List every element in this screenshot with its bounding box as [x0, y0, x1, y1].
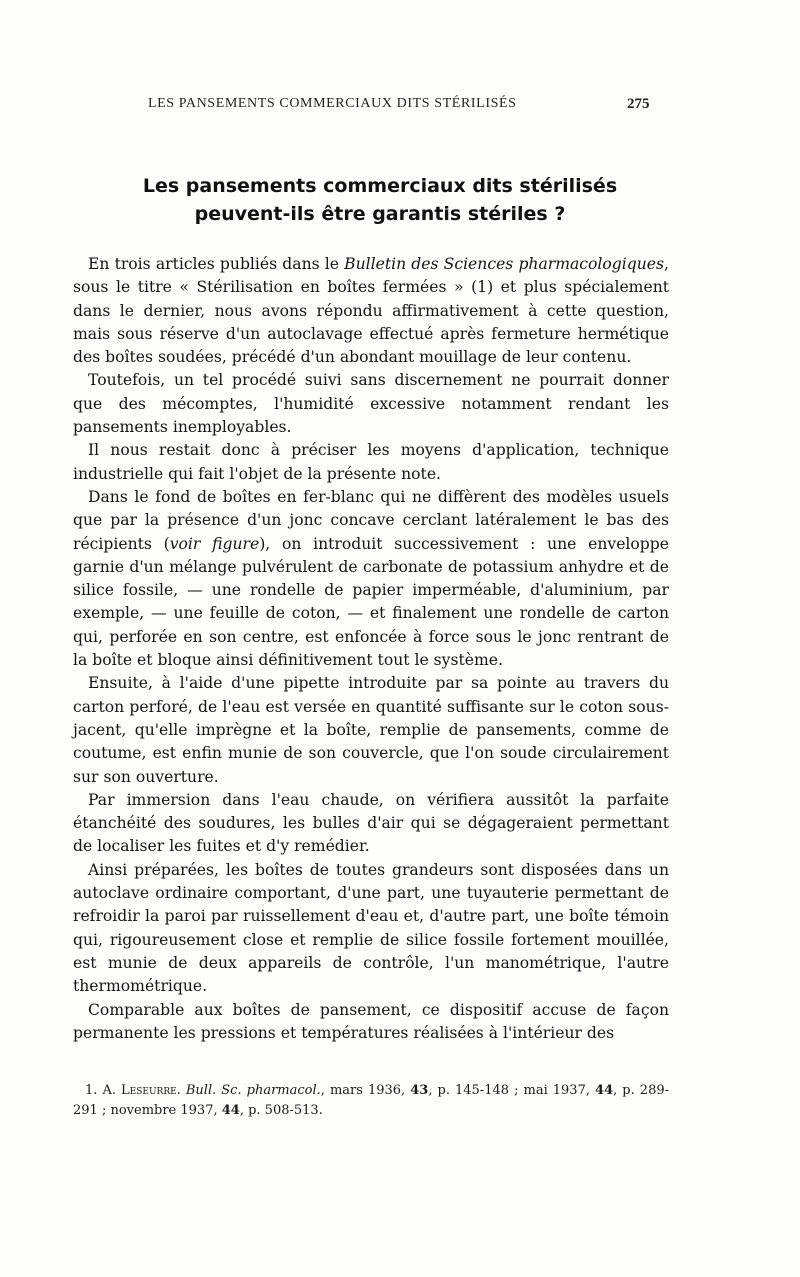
paragraph-1: [73, 253, 669, 369]
paragraph-6: Par immersion dans l'eau chaude, on vérifiera aussitôt la parfaite étanchéité des soudures, les bulles d'air qui se dégageraient permettant de localiser les fuites et d'y remédier.: [73, 790, 669, 856]
footnote-journal: Bull. Sc. pharmacol.: [185, 1083, 321, 1098]
article-body: [73, 253, 669, 1045]
paragraph-text: Dans le fond de boîtes en fer-blanc qui ne diffèrent des modèles usuels que par la présence d'un jonc concave cerclant latéralement le bas des récipients (: [73, 487, 669, 553]
footnote-number: 1. A.: [85, 1083, 122, 1098]
footnote-volume: 44: [221, 1103, 240, 1118]
page-number: 275: [627, 96, 650, 112]
footnote-reference: (1): [471, 278, 494, 297]
paragraph-text: et plus spécialement dans le dernier, nous avons répondu affirmativement à cette question, mais sous réserve d'un autoclavage effectué après fermeture hermétique des boîtes soudées, précédé d'un abondant mouillage de leur contenu.: [73, 278, 670, 367]
paragraph-text: ), on introduit successivement : une enveloppe garnie d'un mélange pulvérulent de carbonate de potassium anhydre et de silice fossile, — une rondelle de papier imperméable, d'aluminium, par exemple, — une feuille de coton, — et finalement une rondelle de carton qui, perforée en son centre, est enfoncée à force sous le jonc rentrant de la boîte et bloque ainsi définitivement tout le système.: [73, 534, 669, 670]
footnote-text: , p. 508-513.: [239, 1103, 323, 1118]
paragraph-2: Toutefois, un tel procédé suivi sans discernement ne pourrait donner que des mécomptes, l'humidité excessive notamment rendant les pansements inemployables.: [73, 371, 669, 437]
paragraph-4: [73, 486, 669, 672]
footnote-text: .: [176, 1083, 186, 1098]
paragraph-8: Comparable aux boîtes de pansement, ce dispositif accuse de façon permanente les pressions et températures réalisées à l'intérieur des: [73, 1000, 669, 1042]
title-line-1: Les pansements commerciaux dits stérilisés: [142, 175, 618, 197]
paragraph-text: En trois articles publiés dans le: [88, 255, 345, 273]
footnote-text: , p. 145-148 ; mai 1937,: [428, 1083, 596, 1098]
running-head: LES PANSEMENTS COMMERCIAUX DITS STÉRILISÉS: [148, 96, 517, 111]
article-title: [80, 172, 680, 228]
footnote-author: Leseurre: [121, 1083, 177, 1098]
paragraph-5: Ensuite, à l'aide d'une pipette introduite par sa pointe au travers du carton perforé, de l'eau est versée en quantité suffisante sur le coton sous-jacent, qu'elle imprègne et la boîte, remplie de pansements, comme de coutume, est enfin munie de son couvercle, que l'on soude circulairement sur son ouverture.: [73, 674, 669, 786]
footnote-1: [73, 1081, 669, 1121]
paragraph-7: Ainsi préparées, les boîtes de toutes grandeurs sont disposées dans un autoclave ordinaire comportant, d'une part, une tuyauterie permettant de refroidir la paroi par ruissellement d'eau et, d'autre part, une boîte témoin qui, rigoureusement close et remplie de silice fossile fortement mouillée, est munie de deux appareils de contrôle, l'un manométrique, l'autre thermométrique.: [73, 860, 669, 996]
footnote-volume: 44: [595, 1083, 614, 1098]
footnote-text: , p. 289-291 ; novembre 1937,: [73, 1083, 670, 1118]
footnote-text: , mars 1936,: [320, 1083, 411, 1098]
footnote: [73, 1081, 669, 1121]
title-line-2: peuvent-ils être garantis stériles ?: [194, 203, 566, 225]
paragraph-text: , sous le titre « Stérilisation en boîtes fermées »: [73, 255, 669, 297]
footnote-volume: 43: [410, 1083, 429, 1098]
journal-title: Bulletin des Sciences pharmacologiques: [344, 255, 665, 273]
paragraph-3: Il nous restait donc à préciser les moyens d'application, technique industrielle qui fait l'objet de la présente note.: [73, 441, 669, 483]
figure-reference: voir figure: [169, 534, 260, 553]
